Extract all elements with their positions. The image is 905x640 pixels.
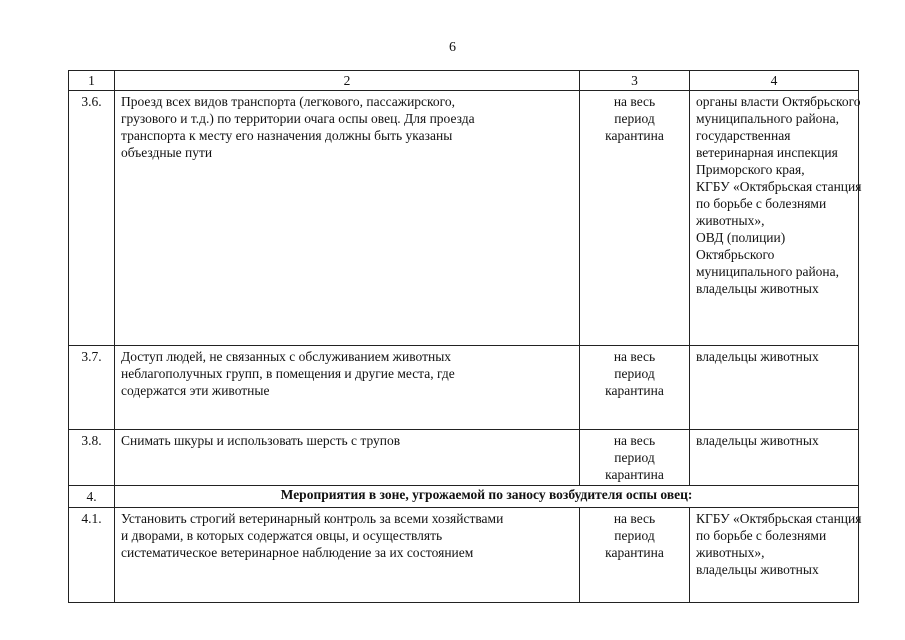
responsible-text-line: органы власти Октябрьского bbox=[696, 94, 861, 109]
responsible-text-line: КГБУ «Октябрьская станция bbox=[696, 511, 862, 526]
column-header: 4 bbox=[690, 71, 859, 91]
term-text-line: период bbox=[614, 450, 655, 465]
measure-text-line: объездные пути bbox=[121, 145, 213, 160]
responsible-text-line: Приморского края, bbox=[696, 162, 805, 177]
term-text-line: период bbox=[614, 111, 655, 126]
table-body bbox=[69, 91, 862, 603]
row-number: 4. bbox=[69, 486, 115, 508]
term-cell bbox=[580, 346, 690, 430]
responsible-cell bbox=[690, 508, 862, 603]
table-row bbox=[69, 91, 859, 346]
responsible-text-line: КГБУ «Октябрьская станция bbox=[696, 179, 862, 194]
responsible-text-line: животных», bbox=[696, 213, 765, 228]
responsible-text-line: животных», bbox=[696, 545, 765, 560]
term-text-line: карантина bbox=[605, 383, 664, 398]
term-cell bbox=[580, 430, 690, 486]
responsible-text-line: ОВД (полиции) bbox=[696, 230, 786, 245]
term-text-line: карантина bbox=[605, 467, 664, 482]
responsible-text-line: владельцы животных bbox=[696, 433, 819, 448]
term-cell bbox=[580, 508, 690, 603]
term-text-line: период bbox=[614, 528, 655, 543]
table-row bbox=[69, 430, 859, 486]
measure-text-line: систематическое ветеринарное наблюдение за их состоянием bbox=[121, 545, 474, 560]
responsible-text-line: государственная bbox=[696, 128, 791, 143]
measure-text-line: Проезд всех видов транспорта (легкового, пассажирского, bbox=[121, 94, 455, 109]
responsible-text-line: владельцы животных bbox=[696, 562, 819, 577]
measure-text-line: Снимать шкуры и использовать шерсть с трупов bbox=[121, 433, 401, 448]
row-number: 3.8. bbox=[69, 430, 115, 486]
measure-text-line: грузового и т.д.) по территории очага оспы овец. Для проезда bbox=[121, 111, 475, 126]
column-header: 1 bbox=[69, 71, 115, 91]
term-cell bbox=[580, 91, 690, 346]
measure-text-line: Установить строгий ветеринарный контроль за всеми хозяйствами bbox=[121, 511, 504, 526]
column-header: 3 bbox=[580, 71, 690, 91]
responsible-text-line: муниципального района, bbox=[696, 111, 840, 126]
column-header: 2 bbox=[115, 71, 580, 91]
row-number: 4.1. bbox=[69, 508, 115, 603]
table-row bbox=[69, 508, 859, 603]
measure-cell bbox=[115, 346, 580, 430]
section-title: Мероприятия в зоне, угрожаемой по заносу возбудителя оспы овец: bbox=[115, 486, 859, 508]
measure-text-line: и дворами, в которых содержатся овцы, и осуществлять bbox=[121, 528, 443, 543]
responsible-text-line: по борьбе с болезнями bbox=[696, 196, 827, 211]
measure-cell bbox=[115, 91, 580, 346]
table-row bbox=[69, 346, 859, 430]
responsible-text-line: ветеринарная инспекция bbox=[696, 145, 838, 160]
measure-text-line: содержатся эти животные bbox=[121, 383, 270, 398]
page-number: 6 bbox=[449, 40, 456, 55]
responsible-text-line: муниципального района, bbox=[696, 264, 840, 279]
responsible-cell bbox=[690, 430, 859, 486]
responsible-text-line: владельцы животных bbox=[696, 281, 819, 296]
measures-table bbox=[68, 70, 862, 603]
row-number: 3.7. bbox=[69, 346, 115, 430]
term-text-line: на весь bbox=[613, 94, 656, 109]
measure-text-line: неблагополучных групп, в помещения и другие места, где bbox=[121, 366, 455, 381]
measure-cell bbox=[115, 508, 580, 603]
term-text-line: карантина bbox=[605, 128, 664, 143]
measure-cell bbox=[115, 430, 580, 486]
term-text-line: на весь bbox=[613, 433, 656, 448]
term-text-line: период bbox=[614, 366, 655, 381]
responsible-text-line: владельцы животных bbox=[696, 349, 819, 364]
responsible-cell bbox=[690, 91, 862, 346]
term-text-line: на весь bbox=[613, 349, 656, 364]
section-row bbox=[69, 486, 859, 508]
responsible-text-line: по борьбе с болезнями bbox=[696, 528, 827, 543]
measure-text-line: Доступ людей, не связанных с обслуживанием животных bbox=[121, 349, 452, 364]
table-header-row bbox=[69, 71, 859, 91]
responsible-cell bbox=[690, 346, 859, 430]
measure-text-line: транспорта к месту его назначения должны быть указаны bbox=[121, 128, 453, 143]
term-text-line: карантина bbox=[605, 545, 664, 560]
responsible-text-line: Октябрьского bbox=[696, 247, 775, 262]
row-number: 3.6. bbox=[69, 91, 115, 346]
term-text-line: на весь bbox=[613, 511, 656, 526]
